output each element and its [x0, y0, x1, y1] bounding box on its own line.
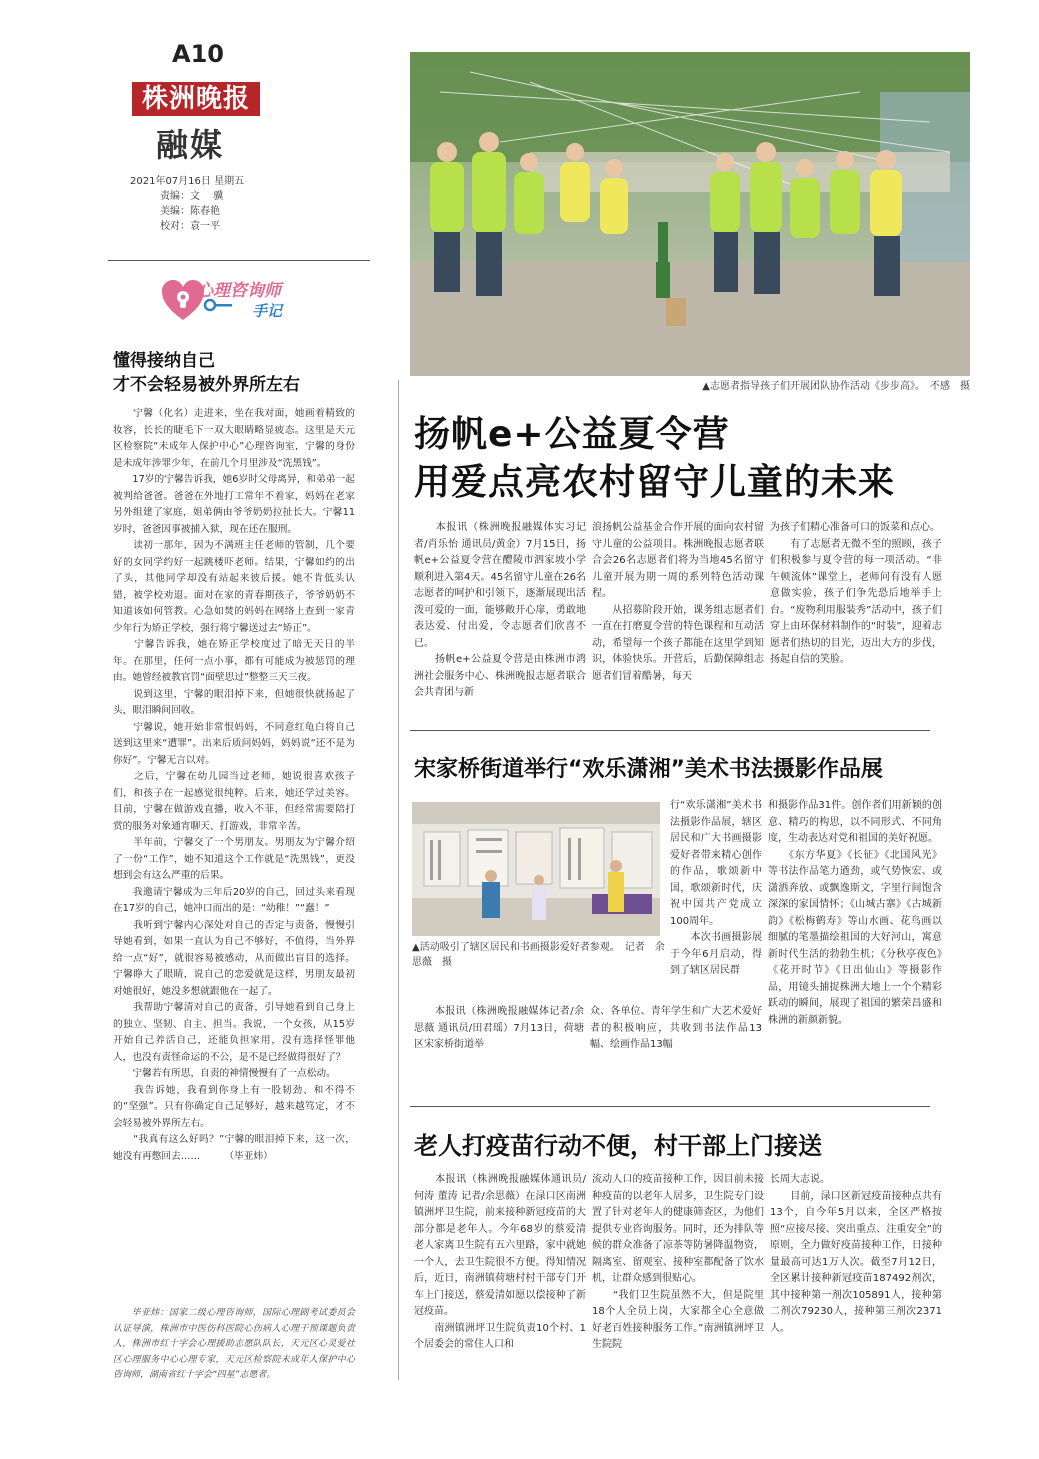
- story3-column-3: 长周大志说。 目前，渌口区新冠疫苗接种点共有13个，自今年5月以来，全区严格按照“应接尽接、突出重点、注重安全”的原则，全力做好疫苗接种工作，日接种量最高可达1万人次。截至7月12日，全区累计接种新冠疫苗187492剂次，其中接种第一剂次105891人，接种第二剂次79230人，接种第三剂次2371人。: [770, 1174, 942, 1334]
- story1-column-3: 为孩子们精心准备可口的饭菜和点心。 有了志愿者无微不至的照顾，孩子们积极参与夏令营的每一项活动。“非午顿流体”课堂上，老师问有没有人愿意做实验，孩子们争先恐后地举手上台。“废物利用服装秀”活动中，孩子们穿上由环保材料制作的“时装”，迎着志愿者们热切的目光，迈出大方的步伐，扬起自信的笑脸。: [770, 522, 942, 665]
- badge-title: 心理咨询师: [196, 281, 281, 301]
- story2-column-3: 和摄影作品31件。创作者们用新颖的创意、精巧的构思，以不同形式、不同角度，生动表达对党和祖国的美好祝愿。 《东方华夏》《长征》《北国风光》等书法作品笔力遒劲，或气势恢宏、或潇洒奔放、或飘逸斯文，字里行间饱含深深的家国情怀；《山城古寨》《古城新韵》《松梅鹤寿》等山水画、花鸟画以细腻的笔墨描绘祖国的大好河山，寓意新时代生活的勃勃生机；《分秋亭夜色》《花开时节》《日出仙山》等摄影作品，用镜头捕捉株洲大地上一个个精彩跃动的瞬间，展现了祖国的繁荣昌盛和株洲的新颜新貌。: [768, 800, 942, 1026]
- column-headline-1: 懂得接纳自己: [113, 351, 215, 371]
- section-title: 融媒: [156, 126, 225, 164]
- designer-credit: 美编：陈春艳: [160, 206, 220, 217]
- exhibition-photo: [412, 802, 660, 936]
- newspaper-logo: 株洲晚报: [132, 82, 260, 116]
- proof-credit: 校对：袁一平: [160, 221, 220, 232]
- editor-credit: 责编：文 骥: [160, 191, 224, 202]
- story2-column-2-top: 行“欢乐潇湘”美术书法摄影作品展，辖区居民和广大书画摄影爱好者带来精心创作的作品，歌颂新中国，歌颂新时代，庆祝中国共产党成立100周年。 本次书画摄影展于今年6月启动，得到了辖区居民群: [670, 800, 762, 976]
- left-column-divider: [108, 260, 370, 261]
- story3-column-1: 本报讯（株洲晚报融媒体通讯员/何涛 董涛 记者/余思薇）在渌口区南洲镇洲坪卫生院，前来接种新冠疫苗的大部分都是老年人。今年68岁的蔡爱清老人家离卫生院有五六里路，家中就她一个人，去卫生院很不方便。得知情况后，近日，南洲镇荷塘村村干部专门开车上门接送，蔡爱清如愿以偿接种了新冠疫苗。 南洲镇洲坪卫生院负责10个村、1个居委会的常住人口和: [414, 1174, 586, 1350]
- column-body: 宁馨（化名）走进来，坐在我对面，她画着精致的妆容，长长的睫毛下一双大眼睛略显疲态。这里是天元区检察院“未成年人保护中心”心理咨询室，宁馨的身份是未成年涉罪少年，在前几个月里涉及“洗黑钱”。 17岁的宁馨告诉我，她6岁时父母离异，和弟弟一起被判给爸爸。爸爸在外地打工常年不着家，妈妈在老家另外组建了家庭，姐弟俩由爷爷奶奶拉扯长大。宁馨11岁时，爸爸因事被捕入狱，现在还在服刑。 读初一那年，因为不满班主任老师的管制，几个要好的女同学约好一起跳楼吓老师。结果，宁馨如约的出了头，其他同学却没有站起来彼后援。她不肯低头认错，被学校劝退。面对在家的青春期孩子，爷爷奶奶不知道该如何管教。心急如焚的妈妈在网络上查到一家青少年行为矫正学校，强行将宁馨送过去“矫正”。 宁馨告诉我，她在矫正学校度过了暗无天日的半年。在那里，任何一点小事，都有可能成为被惩罚的理由。她曾经被教官罚“面壁思过”整整三天三夜。 说到这里，宁馨的眼泪掉下来，但她很快就扬起了头，眼泪瞬间回收。 宁馨说，她开始非常恨妈妈，不同意红龟白将自己送到这里来“遭罪”。出来后质问妈妈，妈妈说“还不是为你好”。宁馨无言以对。 之后，宁馨在幼儿园当过老师，她说很喜欢孩子们，和孩子在一起感觉很纯粹。后来，她还学过美容。目前，宁馨在做游戏直播，收入不菲，但经常需要陪打赏的服务对象通宵聊天、打游戏，非常辛苦。 半年前，宁馨交了一个男朋友。男朋友为宁馨介绍了一份“工作”，她不知道这个工作就是“洗黑钱”，更没想到会有这么严重的后果。 我邀请宁馨成为三年后20岁的自己，回过头来看现在17岁的自己，她冲口而出的是：“幼稚！”“蠢！” 我听到宁馨内心深处对自己的否定与责备，慢慢引导她看到，如果一直认为自己不够好，不值得，当外界给一点“好”，就很容易被感动，从而做出盲目的选择。宁馨睁大了眼睛，说自己的恋爱就是这样，男朋友最初对她很好，她没多想就跟他在一起了。 我帮助宁馨清对自己的责备，引导她看到自己身上的独立、坚韧、自主、担当。我说，一个女孩，从15岁开始自己养活自己，还能负担家用，没有选择怪罪他人，也没有责怪命运的不公，是不是已经做得很好了？ 宁馨若有所思，自责的神情慢慢有了一点松动。 我告诉她，我看到你身上有一股韧劲、和不得不的“坚强”。只有你确定自己足够好，越来越笃定，才不会轻易被外界所左右。 “我真有这么好吗？”宁馨的眼泪掉下来，这一次，她没有再憋回去…… （毕亚炜）: [113, 408, 355, 1162]
- story3-headline: 老人打疫苗行动不便，村干部上门接送: [414, 1132, 822, 1160]
- column-badge: [160, 276, 360, 328]
- story2-headline: 宋家桥街道举行“欢乐潇湘”美术书法摄影作品展: [414, 757, 883, 782]
- story3-column-2: 流动人口的疫苗接种工作，因目前未接种疫苗的以老年人居多，卫生院专门设置了针对老年人的健康筛查区，为他们提供专业咨询服务。同时，还为排队等候的群众准备了凉茶等防暑降温物资，隔离室、留观室、接种室都配备了饮水机，让群众感到很贴心。 “我们卫生院虽然不大，但是院里18个人全员上岗，大家都全心全意做好老百姓接种服务工作。”南洲镇洲坪卫生院院: [592, 1174, 764, 1350]
- story1-headline-1: 扬帆e+公益夏令营: [414, 414, 730, 455]
- summer-camp-photo: [410, 52, 970, 376]
- exhibition-photo-caption: ▲活动吸引了辖区居民和书画摄影爱好者参观。 记者 余思薇 摄: [412, 942, 665, 968]
- vertical-rule: [398, 380, 399, 1380]
- story2-column-1: 本报讯（株洲晚报融媒体记者/余思薇 通讯员/田君瑶）7月13日，荷塘区宋家桥街道举: [414, 1006, 584, 1050]
- badge-subtitle: 手记: [252, 302, 283, 320]
- story2-column-2-bottom: 众、各单位、青年学生和广大艺术爱好者的积极响应，共收到书法作品13幅、绘画作品13幅: [590, 1006, 762, 1050]
- story2-divider: [410, 1106, 930, 1107]
- story1-headline-2: 用爱点亮农村留守儿童的未来: [414, 462, 896, 503]
- summer-camp-photo-caption: ▲志愿者指导孩子们开展团队协作活动《步步高》。 不感 摄: [702, 381, 970, 392]
- page-number: A10: [172, 40, 224, 68]
- story1-column-1: 本报讯（株洲晚报融媒体实习记者/肖乐怡 通讯员/黄金）7月15日，扬帆e+公益夏令营在醴陵市泗家坡小学顺利进入第4天。45名留守儿童在26名志愿者的呵护和引领下，逐渐展现出活泼可爱的一面，能够敞开心扉，勇敢地表达爱、付出爱，令志愿者们欣喜不已。 扬帆e+公益夏令营是由株洲市鸿洲社会服务中心、株洲晚报志愿者联合会共青团与新: [414, 522, 586, 698]
- story1-divider: [410, 730, 930, 731]
- column-headline-2: 才不会轻易被外界所左右: [113, 375, 300, 395]
- story1-column-2: 浪扬帆公益基金合作开展的面向农村留守儿童的公益项目。株洲晚报志愿者联合会26名志愿者们将为当地45名留守儿童开展为期一周的系列特色活动课程。 从招募阶段开始，课务组志愿者们一直在打磨夏令营的特色课程和互动活动，希望每一个孩子都能在这里学到知识，体验快乐。开营后，后勤保障组志愿者们冒着酷暑，每天: [592, 522, 764, 682]
- column-author-note: 毕亚炜：国家二级心理咨询师，国际心理剧考试委员会认证导演，株洲市中医伤科医院心伤病人心理干预课题负责人，株洲市红十字会心理援助志愿队队长，天元区心灵爱社区心理服务中心心理专家，天元区检察院未成年人保护中心咨询师，湖南省红十字会“四星”志愿者。: [113, 1308, 355, 1380]
- issue-date: 2021年07月16日 星期五: [130, 176, 245, 187]
